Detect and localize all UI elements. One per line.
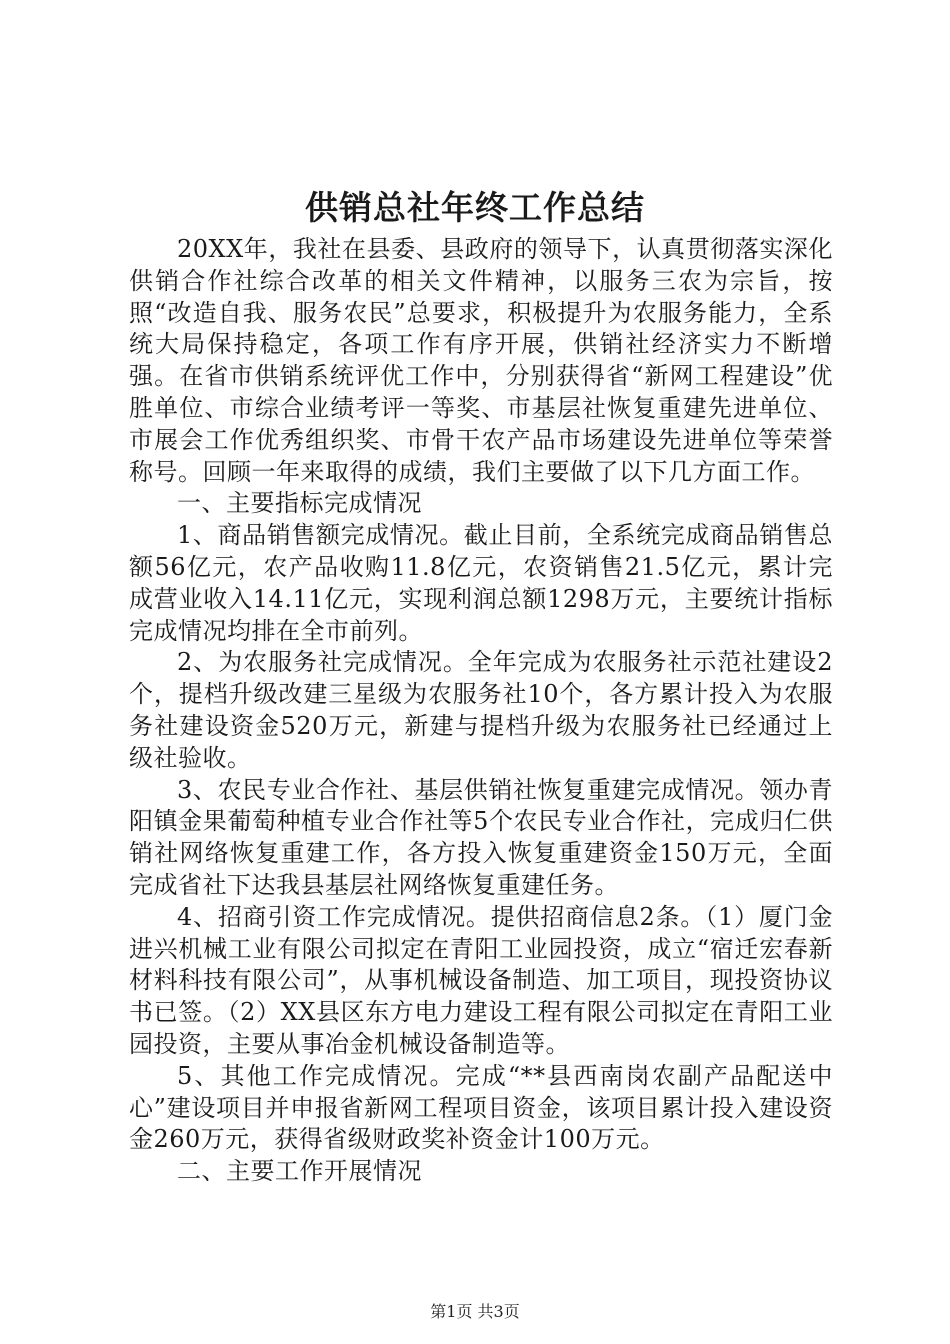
paragraph-investment: 4、招商引资工作完成情况。提供招商信息2条。（1）厦门金进兴机械工业有限公司拟定在青阳工业园投资，成立“宿迁宏春新材料科技有限公司”，从事机械设备制造、加工项目，现投资协议书已签。（2）XX县区东方电力建设工程有限公司拟定在青阳工业园投资，主要从事冶金机械设备制造等。 [129, 902, 833, 1058]
paragraph-service-cooperatives: 2、为农服务社完成情况。全年完成为农服务社示范社建设2个，提档升级改建三星级为农服务社10个，各方累计投入为农服务社建设资金520万元，新建与提档升级为农服务社已经通过上级社验收。 [129, 648, 833, 772]
section-heading-1: 一、主要指标完成情况 [177, 489, 422, 518]
document-body [129, 234, 833, 1188]
paragraph-sales: 1、商品销售额完成情况。截止目前，全系统完成商品销售总额56亿元，农产品收购11.8亿元，农资销售21.5亿元，累计完成营业收入14.11亿元，实现利润总额1298万元，主要统计指标完成情况均排在全市前列。 [129, 521, 833, 645]
paragraph-farmer-cooperatives: 3、农民专业合作社、基层供销社恢复重建完成情况。领办青阳镇金果葡萄种植专业合作社等5个农民专业合作社，完成归仁供销社网络恢复重建工作，各方投入恢复重建资金150万元，全面完成省社下达我县基层社网络恢复重建任务。 [129, 775, 833, 899]
section-heading-2: 二、主要工作开展情况 [177, 1157, 422, 1186]
page-number: 第1页 共3页 [430, 1302, 520, 1321]
paragraph-other-work: 5、其他工作完成情况。完成“**县西南岗农副产品配送中心”建设项目并申报省新网工程项目资金，该项目累计投入建设资金260万元，获得省级财政奖补资金计100万元。 [129, 1061, 833, 1154]
paragraph-intro: 20XX年，我社在县委、县政府的领导下，认真贯彻落实深化供销合作社综合改革的相关文件精神，以服务三农为宗旨，按照“改造自我、服务农民”总要求，积极提升为农服务能力，全系统大局保持稳定，各项工作有序开展，供销社经济实力不断增强。在省市供销系统评优工作中，分别获得省“新网工程建设”优胜单位、市综合业绩考评一等奖、市基层社恢复重建先进单位、市展会工作优秀组织奖、市骨干农产品市场建设先进单位等荣誉称号。回顾一年来取得的成绩，我们主要做了以下几方面工作。 [129, 235, 833, 486]
document-title: 供销总社年终工作总结 [305, 188, 645, 227]
